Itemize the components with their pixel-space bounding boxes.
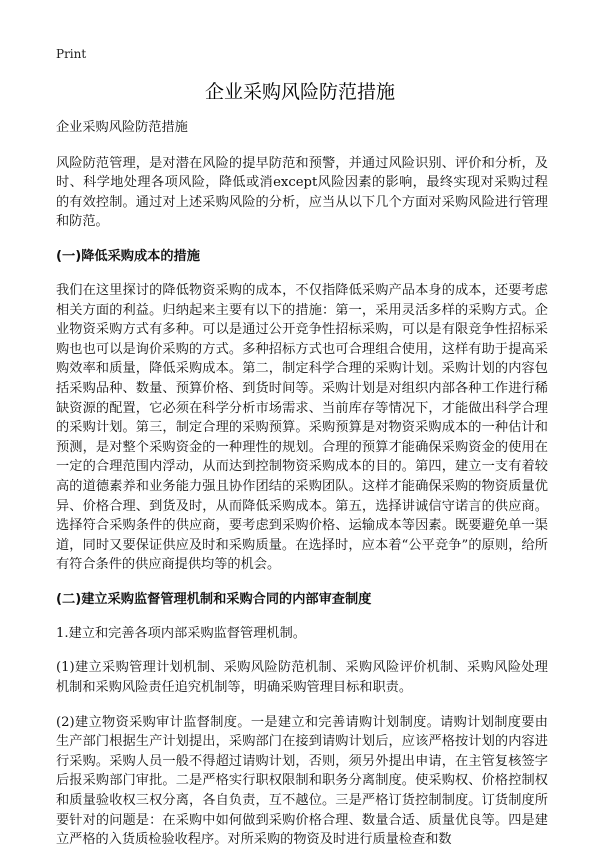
document-subtitle: 企业采购风险防范措施: [56, 120, 188, 135]
supervision-paragraph-2: (1)建立采购管理计划机制、采购风险防范机制、采购风险评价机制、采购风险处理机制和采购风险责任追究机制等，明确采购管理目标和职责。: [56, 660, 548, 696]
print-link[interactable]: Print: [56, 47, 87, 61]
supervision-paragraph-3: (2)建立物资采购审计监督制度。一是建立和完善请购计划制度。请购计划制度要由生产部门根据生产计划提出，采购部门在接到请购计划后，应该严格按计划的内容进行采购。采购人员一般不得超过请购计划，否则，须另外提出申请，在主管复核签字后报采购部门审批。二是严格实行职权限制和职务分离制度。使采购权、价格控制权和质量验收权三权分离，各自负责，互不越位。三是严格订货控制制度。订货制度所要针对的问题是：在采购中如何做到采购价格合理、数量合适、质量优良等。四是建立严格的入货质检验收程序。对所采购的物资及时进行质量检查和数: [56, 714, 548, 848]
supervision-paragraph-1: 1.建立和完善各项内部采购监督管理机制。: [56, 625, 306, 641]
document-title: 企业采购风险防范措施: [204, 81, 395, 103]
document-body: [56, 118, 548, 865]
cost-measures-paragraph: 我们在这里探讨的降低物资采购的成本，不仅指降低采购产品本身的成本，还要考虑相关方面的利益。归纳起来主要有以下的措施：第一，采用灵活多样的采购方式。企业物资采购方式有多种。可以是通过公开竞争性招标采购，可以是有限竞争性招标采购也也可以是询价采购的方式。多种招标方式也可合理组合使用，这样有助于提高采购效率和质量，降低采购成本。第二，制定科学合理的采购计划。采购计划的内容包括采购品种、数量、预算价格、到货时间等。采购计划是对组织内部各种工作进行稀缺资源的配置，它必须在科学分析市场需求、当前库存等情况下，才能做出科学合理的采购计划。第三，制定合理的采购预算。采购预算是对物资采购成本的一种估计和预测，是对整个采购资金的一种理性的规划。合理的预算才能确保采购资金的使用在一定的合理范围内浮动，从而达到控制物资采购成本的目的。第四，建立一支有着较高的道德素养和业务能力强且协作团结的采购团队。这样才能确保采购的物资质量优异、价格合理、到货及时，从而降低采购成本。第五，选择讲诚信守诺言的供应商。选择符合采购条件的供应商，要考虑到采购价格、运输成本等因素。既要避免单一渠道，同时又要保证供应及时和采购质量。在选择时，应本着“公平竞争”的原则，给所有符合条件的供应商提供均等的机会。: [56, 282, 548, 573]
section-heading-cost: (一)降低采购成本的措施: [56, 248, 200, 264]
section-heading-supervision: (二)建立采购监督管理机制和采购合同的内部审查制度: [56, 591, 372, 607]
intro-paragraph: 风险防范管理，是对潜在风险的提早防范和预警，并通过风险识别、评价和分析，及时、科学地处理各项风险，降低或消except风险因素的影响，最终实现对采购过程的有效控制。通过对上述采购风险的分析，应当从以下几个方面对采购风险进行管理和防范。: [56, 155, 548, 230]
